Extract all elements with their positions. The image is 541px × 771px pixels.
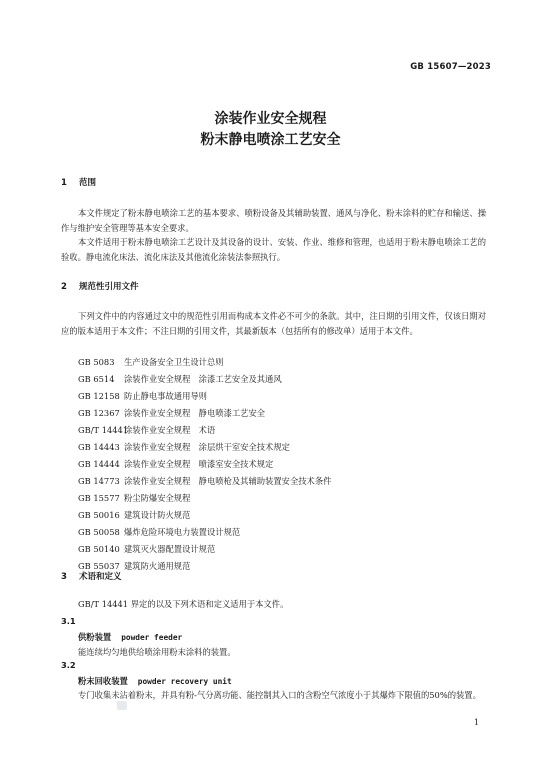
section-number: 1	[61, 178, 67, 188]
reference-item	[78, 441, 290, 453]
section-1-paragraph-2: 本文件适用于粉末静电喷涂工艺设计及其设备的设计、安装、作业、维修和管理，也适用于粉末静电喷涂工艺的验收。静电流化床法、流化床法及其他流化涂装法参照执行。	[61, 237, 486, 262]
reference-item	[78, 509, 190, 521]
section-3-heading	[61, 572, 122, 583]
reference-title: 建筑灭火器配置设计规范	[124, 544, 216, 554]
section-2-intro: 下列文件中的内容通过文中的规范性引用而构成本文件必不可少的条款。其中，注日期的引用文件，仅该日期对应的版本适用于本文件；不注日期的引用文件，其最新版本（包括所有的修改单）适用于本文件。	[61, 311, 486, 336]
reference-title: 涂装作业安全规程 涂漆工艺安全及其通风	[124, 374, 282, 384]
reference-title: 防止静电事故通用导则	[124, 391, 207, 401]
reference-item	[78, 390, 207, 402]
reference-code: GB 5083	[78, 357, 115, 367]
term-english: powder feeder	[121, 633, 183, 642]
reference-item	[78, 458, 273, 470]
term-definition: 能连续均匀地供给喷涂用粉末涂料的装置。	[78, 647, 236, 657]
reference-title: 涂装作业安全规程 术语	[124, 425, 216, 435]
section-title: 术语和定义	[79, 572, 122, 582]
section-1-paragraph-1: 本文件规定了粉末静电喷涂工艺的基本要求、喷粉设备及其辅助装置、通风与净化、粉末涂料的贮存和输送、操作与维护安全管理等基本安全要求。	[61, 208, 486, 233]
reference-code: GB 50140	[78, 544, 120, 554]
reference-title: 涂装作业安全规程 涂层烘干室安全技术规定	[124, 442, 290, 452]
document-title-line2: 粉末静电喷涂工艺安全	[200, 132, 341, 148]
reference-item	[78, 492, 190, 504]
page-number: 1	[473, 718, 479, 727]
term-number: 3.1	[61, 616, 76, 626]
reference-title: 爆炸危险环境电力装置设计规范	[124, 527, 241, 537]
term-number: 3.2	[61, 660, 76, 670]
section-1-heading	[61, 178, 96, 189]
reference-title: 涂装作业安全规程 静电喷漆工艺安全	[124, 408, 266, 418]
reference-code: GB 14444	[78, 459, 120, 469]
reference-code: GB 15577	[78, 493, 120, 503]
reference-title: 涂装作业安全规程 静电喷枪及其辅助装置安全技术条件	[124, 476, 332, 486]
reference-item	[78, 543, 215, 555]
reference-title: 粉尘防爆安全规程	[124, 493, 191, 503]
section-2-heading	[61, 282, 139, 293]
reference-item	[78, 373, 282, 385]
term-heading	[78, 676, 232, 687]
reference-item	[78, 407, 265, 419]
reference-title: 建筑防火通用规范	[124, 561, 191, 571]
term-chinese: 粉末回收装置	[78, 676, 128, 686]
reference-code: GB 12158	[78, 391, 120, 401]
section-title: 范围	[79, 178, 97, 188]
term-english: powder recovery unit	[137, 677, 232, 686]
term-chinese: 供粉装置	[78, 632, 112, 642]
reference-code: GB 14773	[78, 476, 120, 486]
reference-item	[78, 356, 224, 368]
reference-item	[78, 475, 331, 487]
term-heading	[78, 632, 182, 643]
section-number: 2	[61, 282, 67, 292]
standard-number: GB 15607—2023	[410, 62, 491, 72]
section-3-intro: GB/T 14441 界定的以及下列术语和定义适用于本文件。	[78, 599, 289, 609]
reference-item	[78, 424, 215, 436]
scan-mark	[117, 701, 127, 710]
reference-code: GB 55037	[78, 561, 120, 571]
document-title-line1: 涂装作业安全规程	[214, 111, 327, 127]
reference-code: GB/T 14441	[78, 425, 129, 435]
reference-item	[78, 526, 240, 538]
reference-title: 涂装作业安全规程 喷漆室安全技术规定	[124, 459, 274, 469]
section-title: 规范性引用文件	[79, 282, 139, 292]
term-definition: 专门收集未沾着粉末，并具有粉-气分离功能、能控制其入口的含粉空气浓度小于其爆炸下限值的50%的装置。	[78, 690, 481, 700]
reference-code: GB 50058	[78, 527, 120, 537]
section-number: 3	[61, 572, 67, 582]
reference-code: GB 14443	[78, 442, 120, 452]
reference-code: GB 12367	[78, 408, 120, 418]
reference-code: GB 50016	[78, 510, 120, 520]
reference-code: GB 6514	[78, 374, 115, 384]
reference-item	[78, 560, 190, 572]
reference-title: 建筑设计防火规范	[124, 510, 191, 520]
reference-title: 生产设备安全卫生设计总则	[124, 357, 224, 367]
